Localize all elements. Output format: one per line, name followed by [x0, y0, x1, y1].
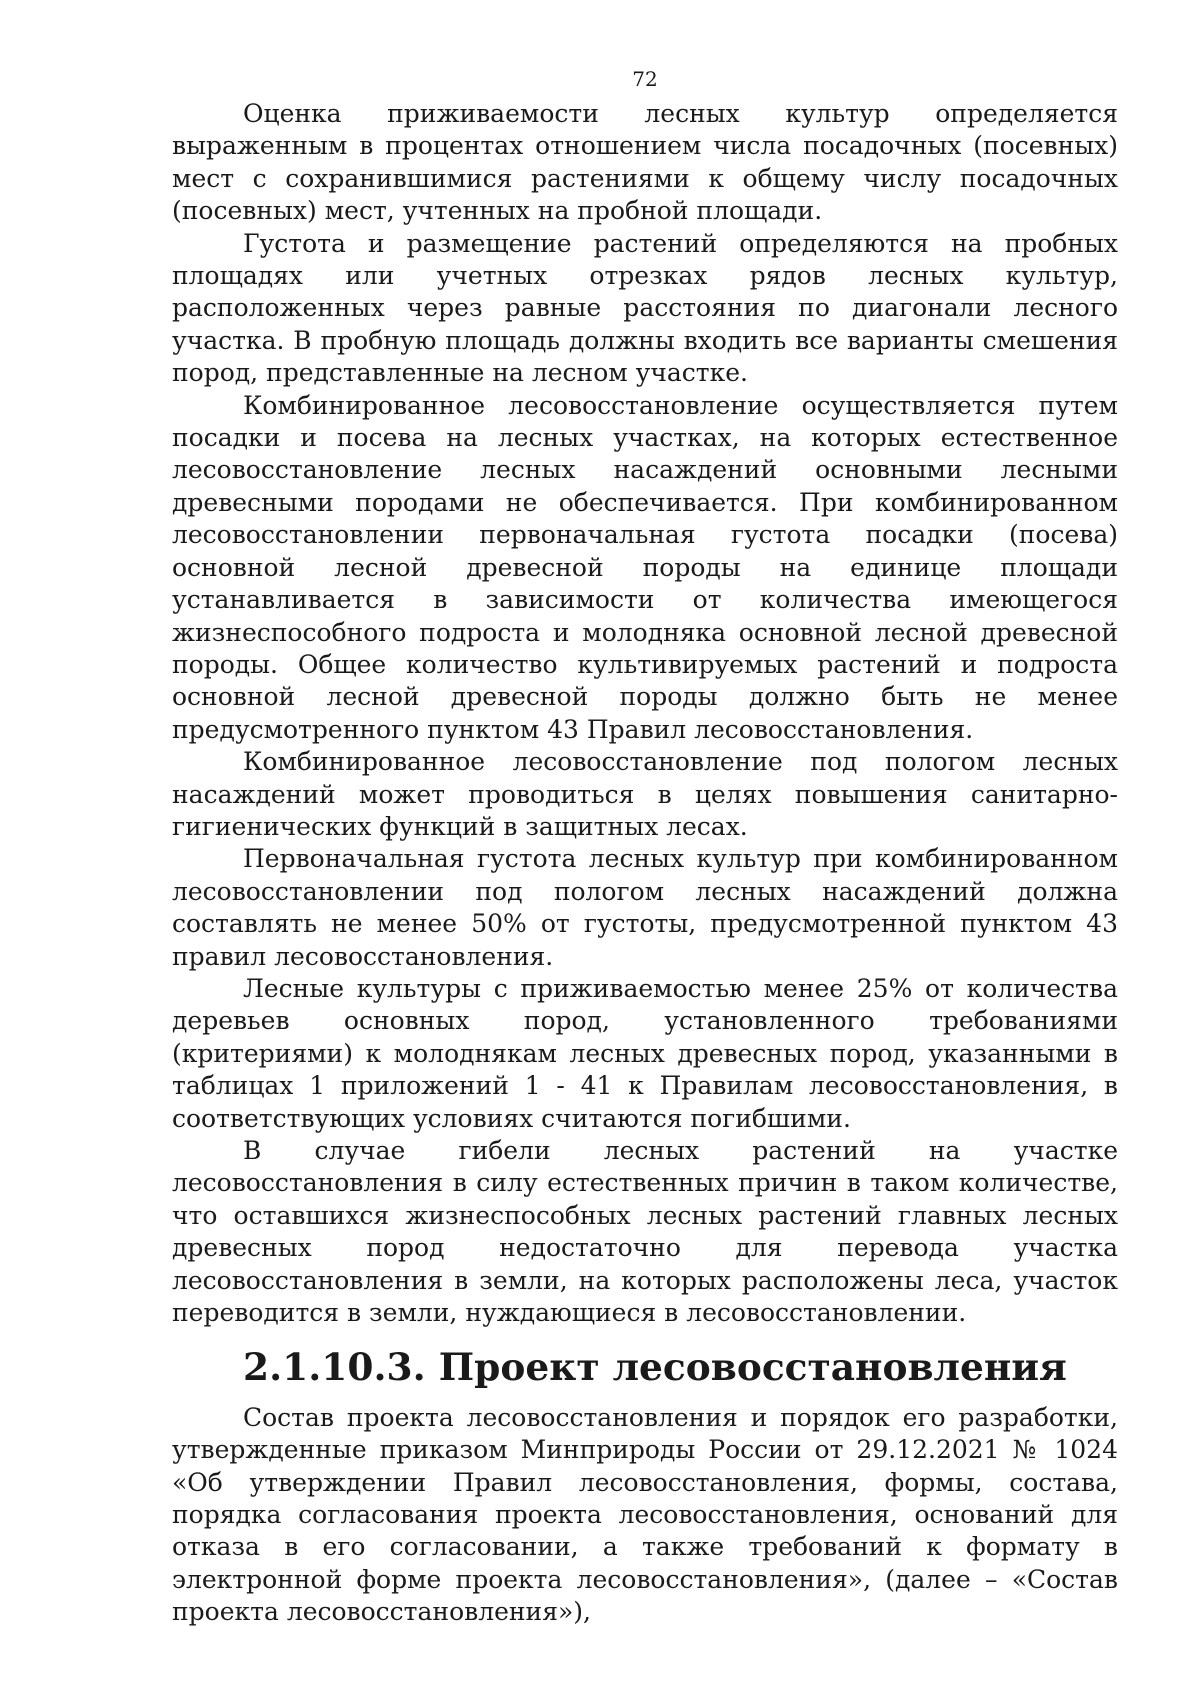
section-heading: 2.1.10.3. Проект лесовосстановления — [243, 1345, 1067, 1390]
page-number: 72 — [632, 67, 658, 91]
paragraph-survival-assessment: Оценка приживаемости лесных культур определяется выраженным в процентах отношением числа посадочных (посевных) мест с сохранившимися растениями к общему числу посадочных (посевных) мест, учтенных на пробной площади. — [172, 99, 1118, 226]
paragraph-initial-density: Первоначальная густота лесных культур при комбинированном лесовосстановлении под пологом лесных насаждений должна составлять не менее 50% от густоты, предусмотренной пунктом 43 правил лесовосстановления. — [172, 844, 1118, 971]
paragraph-under-canopy: Комбинированное лесовосстановление под пологом лесных насаждений может проводиться в целях повышения санитарно-гигиенических функций в защитных лесах. — [172, 747, 1118, 841]
paragraph-density-placement: Густота и размещение растений определяются на пробных площадях или учетных отрезках рядов лесных культур, расположенных через равные расстояния по диагонали лесного участка. В пробную площадь должны входить все варианты смешения пород, представленные на лесном участке. — [172, 228, 1118, 388]
paragraph-dead-cultures: Лесные культуры с приживаемостью менее 25% от количества деревьев основных пород, установленного требованиями (критериями) к молоднякам лесных древесных пород, указанными в таблицах 1 приложений 1 - 41 к Правилам лесовосстановления, в соответствующих условиях считаются погибшими. — [172, 973, 1118, 1133]
document-page — [172, 66, 1118, 1629]
paragraph-project-composition: Состав проекта лесовосстановления и порядок его разработки, утвержденные приказом Минприроды России от 29.12.2021 № 1024 «Об утверждении Правил лесовосстановления, формы, состава, порядка согласования проекта лесовосстановления, оснований для отказа в его согласовании, а также требований к формату в электронной форме проекта лесовосстановления», (далее – «Состав проекта лесовосстановления»), — [172, 1402, 1118, 1627]
paragraph-combined-reforestation: Комбинированное лесовосстановление осуществляется путем посадки и посева на лесных участках, на которых естественное лесовосстановление лесных насаждений основными лесными древесными породами не обеспечивается. При комбинированном лесовосстановлении первоначальная густота посадки (посева) основной лесной древесной породы на единице площади устанавливается в зависимости от количества имеющегося жизнеспособного подроста и молодняка основной лесной древесной породы. Общее количество культивируемых растений и подроста основной лесной древесной породы должно быть не менее предусмотренного пунктом 43 Правил лесовосстановления. — [172, 390, 1118, 744]
paragraph-plant-death: В случае гибели лесных растений на участке лесовосстановления в силу естественных причин в таком количестве, что оставшихся жизнеспособных лесных растений главных лесных древесных пород недостаточно для перевода участка лесовосстановления в земли, на которых расположены леса, участок переводится в земли, нуждающиеся в лесовосстановлении. — [172, 1136, 1118, 1328]
